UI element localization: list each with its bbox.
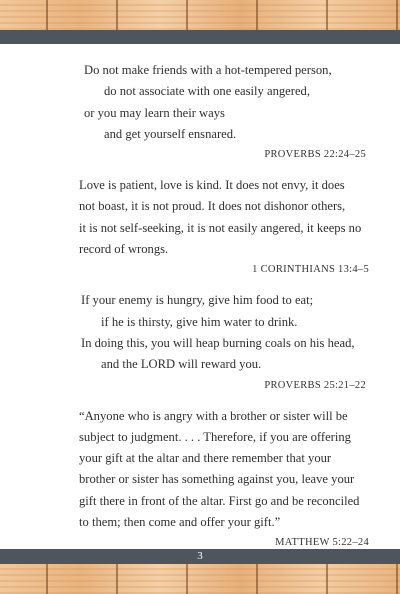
passage-1-corinthians-13 <box>79 175 369 278</box>
verse-line: Do not make friends with a hot-tempered person, <box>84 63 332 77</box>
wood-footer-decoration <box>0 564 400 594</box>
verse-line: subject to judgment. . . . Therefore, if you are offering <box>79 429 351 444</box>
scripture-reference: PROVERBS 25:21–22 <box>264 379 366 391</box>
passage-proverbs-25 <box>81 290 366 393</box>
scripture-reference: MATTHEW 5:22–24 <box>275 537 369 549</box>
verse-line: or you may learn their ways <box>84 105 225 120</box>
header-bar <box>0 30 400 44</box>
verse-line: it is not self-seeking, it is not easily angered, it keeps no <box>79 220 362 235</box>
scripture-reference: PROVERBS 22:24–25 <box>264 149 366 161</box>
verse-line: If your enemy is hungry, give him food to eat; <box>81 293 314 308</box>
verse-line: and the LORD will reward you. <box>101 357 262 372</box>
verse-line: not boast, it is not proud. It does not dishonor others, <box>79 199 346 214</box>
verse-line: brother or sister has something against you, leave your <box>79 472 355 487</box>
verse-line: to them; then come and offer your gift.” <box>79 515 281 530</box>
page-number: 3 <box>197 550 203 562</box>
page-content <box>79 60 369 551</box>
verse-line: gift there in front of the altar. First go and be reconciled <box>79 493 360 508</box>
passage-proverbs-22 <box>84 60 366 163</box>
verse-line: record of wrongs. <box>79 242 169 257</box>
verse-line: “Anyone who is angry with a brother or sister will be <box>79 408 348 423</box>
verse-line: In doing this, you will heap burning coals on his head, <box>81 335 355 350</box>
verse-line: your gift at the altar and there remember that your <box>79 451 332 466</box>
scripture-reference: 1 CORINTHIANS 13:4–5 <box>252 264 369 276</box>
wood-header-decoration <box>0 0 400 30</box>
passage-matthew-5 <box>79 406 369 552</box>
verse-line: Love is patient, love is kind. It does not envy, it does <box>79 178 345 193</box>
verse-line: if he is thirsty, give him water to drink. <box>101 314 298 329</box>
verse-line: do not associate with one easily angered, <box>104 84 310 99</box>
verse-line: and get yourself ensnared. <box>104 126 237 141</box>
